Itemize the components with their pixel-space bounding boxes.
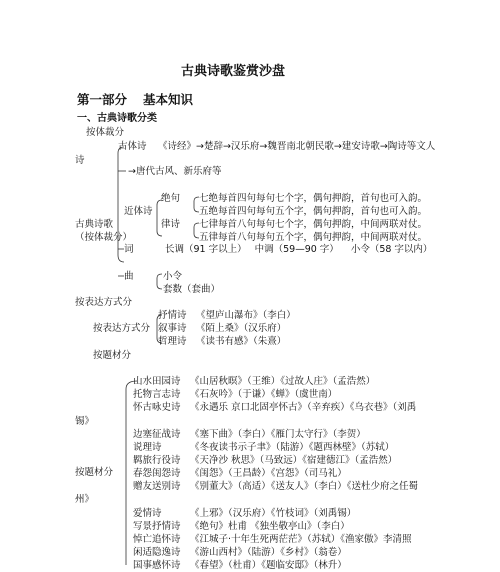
ci-short: 小令（58 字以内）: [350, 244, 433, 255]
jueju-label: 绝句: [161, 193, 181, 204]
theme-type: 羁旅行役诗: [133, 455, 181, 466]
jueju-seven: 七绝每首四句每句七个字，偶句押韵，首句也可入韵。: [199, 193, 428, 204]
by-expression-label: 按表达方式分: [75, 297, 133, 308]
page-title: 古典诗歌鉴赏沙盘: [181, 64, 286, 79]
qu-taoshu: 套数（套曲）: [163, 284, 221, 295]
expression-type: 叙事诗: [158, 323, 187, 334]
classical-poetry-label: 古典诗歌: [75, 219, 114, 230]
theme-wrap: 锡》: [75, 416, 95, 427]
by-theme-inner-label: 按题材分: [75, 467, 114, 478]
expression-type: 抒情诗: [158, 310, 187, 321]
theme-type: 悼亡追怀诗: [133, 534, 181, 545]
by-expression-inner-label: 按表达方式分: [93, 323, 151, 334]
theme-type: 山水田园诗: [133, 376, 181, 387]
theme-type: 托物言志诗: [133, 389, 181, 400]
shi-wrap: 诗: [75, 155, 85, 166]
ci-lengths: [165, 244, 432, 256]
expression-example: 《陌上桑》（汉乐府）: [196, 323, 287, 334]
theme-type: 写景抒情诗: [133, 521, 181, 532]
theme-type: 闲适隐逸诗: [133, 547, 181, 558]
theme-example: 《春望》（杜甫）《题临安邸》（林升）: [190, 560, 347, 571]
part-title: 基本知识: [143, 92, 194, 107]
classical-poetry-sub: （按体裁分）: [75, 232, 133, 243]
theme-example: 《上邪》（汉乐府）《竹枝词》（刘禹锡）: [190, 508, 357, 519]
section-heading: 一、古典诗歌分类: [77, 113, 157, 124]
qu-xiaoling: 小令: [163, 271, 183, 282]
qu-label: 曲: [124, 271, 134, 282]
ci-label: 词: [124, 244, 134, 255]
ancient-poetry-label: 古体诗: [118, 141, 147, 152]
by-form-label: 按体裁分: [86, 127, 125, 138]
theme-example: 《绝句》杜甫 《独坐敬亭山》（李白）: [190, 521, 350, 532]
zhou-wrap: 州》: [75, 494, 95, 505]
ci-mid: 中调（59—90 字）: [254, 244, 339, 255]
ci-long: 长调（91 字以上）: [165, 244, 247, 255]
theme-type: 怀古咏史诗: [133, 402, 181, 413]
lvshi-five: 五律每首八句每句五个字，偶句押韵，中间两联对仗。: [199, 232, 428, 243]
modern-poetry-label: 近体诗: [124, 206, 153, 217]
theme-type: 春怨闺怨诗: [133, 468, 181, 479]
expression-type: 哲理诗: [158, 336, 187, 347]
theme-type: 爱情诗: [133, 508, 162, 519]
theme-type: 赠友送别诗: [133, 481, 181, 492]
theme-example: 《山居秋暝》（王维）《过故人庄》（孟浩然）: [190, 376, 376, 387]
ancient-poetry-chain: 《诗经》→楚辞→汉乐府→魏晋南北朝民歌→建安诗歌→陶诗等文人: [158, 141, 436, 152]
theme-example: 《石灰吟》（于谦）《蝉》（虞世南）: [190, 389, 338, 400]
theme-example: 《天净沙 秋思》（马致远）《宿建德江》（孟浩然）: [190, 455, 398, 466]
theme-example: 《塞下曲》（李白）《雁门太守行》（李贺）: [190, 429, 366, 440]
qu-bracket: [157, 274, 162, 289]
theme-example: 《别董大》（高适）《送友人》（李白）《送杜少府之任蜀: [190, 481, 419, 492]
lvshi-label: 律诗: [161, 219, 181, 230]
theme-example: 《冬夜读书示子聿》（陆游）《题西林壁》（苏轼）: [190, 442, 395, 453]
expression-example: 《读书有感》（朱熹）: [196, 336, 287, 347]
by-theme-label: 按题材分: [93, 350, 132, 361]
theme-example: 《游山西村》（陆游）《乡村》（翁卷）: [190, 547, 347, 558]
expression-example: 《望庐山瀑布》（李白）: [196, 310, 296, 321]
part-heading: [77, 94, 193, 106]
theme-example: 《闺怨》（王昌龄）《宫怨》（司马礼）: [190, 468, 347, 479]
jueju-five: 五绝每首四句每句五个字，偶句押韵，首句也可入韵。: [199, 206, 428, 217]
ancient-poetry-tail: →唐代古风、新乐府等: [128, 166, 222, 177]
theme-type: 说理诗: [133, 442, 162, 453]
theme-type: 国事感怀诗: [133, 560, 181, 571]
theme-type: 边塞征战诗: [133, 429, 181, 440]
part-label: 第一部分: [77, 92, 128, 107]
lvshi-seven: 七律每首八句每句七个字，偶句押韵，中间两联对仗。: [199, 219, 428, 230]
theme-example: 《江城子·十年生死两茫茫》（苏轼）《渔家傲》李清照: [190, 534, 412, 545]
theme-example: 《永遇乐 京口北固亭怀古》（辛弃疾）《乌衣巷》（刘禹: [190, 402, 417, 413]
